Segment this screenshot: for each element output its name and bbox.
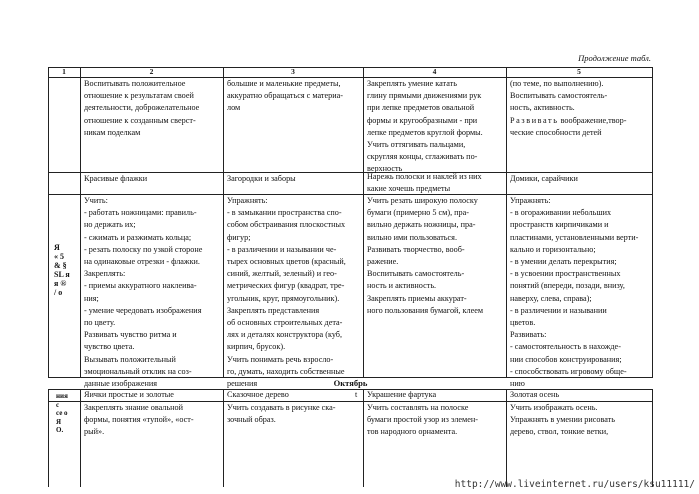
side-rotated-label: ния с се о Я О. (56, 392, 68, 434)
row1-col3-text: большие и маленькие предметы, аккуратно обращаться с материа- лом (227, 79, 343, 113)
row3-col4-text: Учить составлять на полоске бумаги простой узор из элемен- тов народного орнамента. (367, 403, 478, 437)
continuation-note: Продолжение табл. (578, 53, 651, 63)
lesson-title: Сказочное дерево (227, 390, 289, 399)
side-rotated-label: Я « 5 & § SL я я ® / о (54, 243, 70, 297)
row1-col5-line: (по теме, по выполнению). (510, 79, 604, 88)
row2-col4-text: Учить резать широкую полоску бумаги (примерно 5 см), пра- вильно держать ножницы, пра- вильно ими пользоваться. Развивать творчество, вооб- ражение. Воспитывать самостоятель- ность и активность. Закреплять приемы аккурат- ного пользования бумагой, клеем (367, 196, 484, 315)
lesson-title: Красивые флажки (84, 174, 148, 183)
row2-col3-text: Упражнять: - в замыкании пространства спо- собом обстраивания плоскостных фигур; - в различении и назывании че- тырех основных цветов (красный, синий, желтый, зеленый) и гео- метрических фигур (квадрат, тре- угольник, круг, прямоугольник). Закреплять представления об основных строительных дета- лях и деталях конструктора (куб, кирпич, брусок). Учить понимать речь взросло- го, думать, находить собственные решения (227, 196, 346, 389)
row2-col5-text: Упражнять: - в огораживании небольших пространств кирпичиками и пластинами, установленными верти- кально и горизонтально; - в умении делать перекрытия; - в усвоении пространственных понятий (впереди, позади, внизу, наверху, слева, справа); - в различении и назывании цветов. Развивать: - самостоятельность в нахожде- нии способов конструирования; - способствовать игровому обще- нию (510, 196, 639, 389)
column-divider (223, 67, 224, 377)
column-divider (363, 389, 364, 487)
lesson-title: Домики, сарайчики (510, 174, 578, 183)
row1-col5-line (510, 115, 651, 127)
column-divider (652, 67, 653, 377)
row1-col2-text: Воспитывать положительное отношение к результатам своей деятельности, доброжелательное отношение к созданным сверст- никам поделкам (84, 79, 200, 137)
lesson-title: Яички простые и золотые (84, 390, 174, 399)
column-number: 4 (432, 67, 437, 76)
row3-col2-text: Закреплять знание овальной формы, понятия «тупой», «ост- рый». (84, 403, 194, 437)
row2-col2-text: Учить: - работать ножницами: правиль- но держать их; - сжимать и разжимать кольца; - резать полоску по узкой стороне на одинаковые отрезки - флажки. Закреплять: - приемы аккуратного наклеива- ния; - умение чередовать изображения по цвету. Развивать чувство ритма и чувство цвета. Вызывать положительный эмоциональный отклик на соз- данные изображения (84, 196, 203, 389)
stray-mark: t (355, 390, 358, 399)
column-divider (48, 67, 49, 377)
column-number: 1 (62, 67, 66, 76)
watermark-url: http://www.liveinternet.ru/users/ksu11111/ (454, 479, 695, 490)
column-divider (80, 389, 81, 487)
column-divider (363, 67, 364, 377)
row1-col5-text (510, 78, 651, 139)
column-number: 2 (149, 67, 154, 76)
lesson-title: Украшение фартука (367, 390, 437, 399)
column-divider (48, 389, 49, 487)
column-divider (80, 67, 81, 377)
column-divider (506, 389, 507, 487)
row3-col5-text: Учить изображать осень. Упражнять в умении рисовать дерево, ствол, тонкие ветки, (510, 403, 615, 437)
row1-col5-line: ность, активность. (510, 103, 575, 113)
column-divider (223, 389, 224, 487)
row1-col5-line: Воспитывать самостоятель- (510, 91, 608, 101)
lesson-table (48, 67, 653, 487)
column-number: 5 (577, 67, 581, 76)
lesson-title: Загородки и заборы (227, 174, 296, 183)
row1-col5-rest: воображение,твор- (558, 115, 627, 125)
row1-col5-line: ческие способности детей (510, 127, 602, 137)
column-divider (506, 67, 507, 377)
column-divider (652, 389, 653, 487)
lesson-title: Нарежь полоски и наклей из них какие хочешь предметы (367, 172, 482, 194)
column-number: 3 (291, 67, 295, 76)
row1-col4-text: Закреплять умение катать глину прямыми движениями рук при лепке предметов овальной формы и кругообразными - при лепке предметов круглой формы. Учить оттягивать пальцами, скругляя концы, сглаживать по- верхность (367, 79, 483, 174)
lesson-title: Золотая осень (510, 390, 560, 399)
row3-col3-text: Учить создавать в рисунке ска- зочный образ. (227, 403, 336, 425)
month-heading: Октябрь (333, 378, 368, 388)
spaced-word: Развивать (510, 115, 559, 125)
